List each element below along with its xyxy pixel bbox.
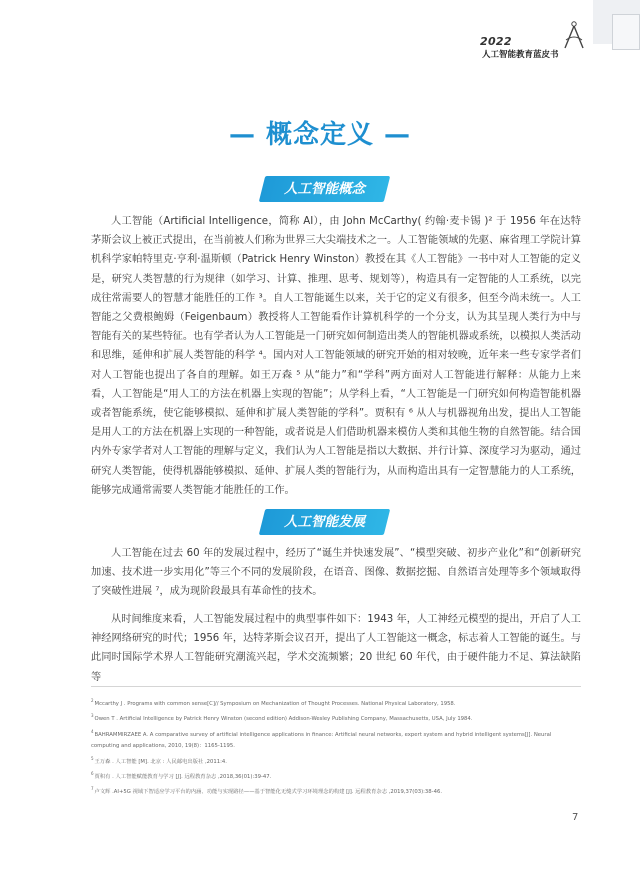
page-title: — 概念定义 — (228, 120, 412, 150)
header-decor-frame (612, 14, 640, 50)
section-heading-concept (262, 176, 387, 202)
header-title: 人工智能教育蓝皮书 (482, 50, 559, 60)
section-heading-label: 人工智能发展 (284, 514, 365, 530)
compass-logo-icon (560, 20, 588, 50)
footnote: $^5$王万森 . 人工智能 [M]. 北京 : 人民邮电出版社 ,2011:4. (91, 755, 227, 765)
footnote: $^2$Mccarthy J . Programs with common sense[C]// Symposium on Mechanization of Thought Processes. National Physical Laboratory, 1958. (91, 698, 456, 707)
header-year: 2022 (480, 35, 512, 48)
footnote: $^4$BAHRAMMIRZAEE A. A comparative survey of artificial intelligence applications in finance: Artificial neural networks, expert system and hybrid intelligent systems[J]. Neural computing and applications, 2010, 19(8)：1165-1195. (91, 728, 552, 750)
footnote: $^6$贾积有 . 人工智能赋能教育与学习 [J]. 远程教育杂志 ,2018,36(01):39-47. (91, 771, 272, 780)
section-heading-label: 人工智能概念 (284, 181, 365, 197)
footnote: $^7$卢文辉 .AI+5G 视域下智适应学习平台的内涵、功能与实现路径——基于智能化无缝式学习环境理念的构建 [J]. 远程教育杂志 ,2019,37(03):38-46. (91, 786, 442, 796)
section-heading-development (262, 509, 387, 535)
paragraph-concept: 人工智能（Artificial Intelligence，简称 AI），由 John McCarthy( 约翰·麦卡锡 )² 于 1956 年在达特茅斯会议上被正式提出，在当前被人们称为世界三大尖端技术之一。人工智能领域的先驱、麻省理工学院计算机科学家帕特里克·亨利·温斯顿（Patrick Henry Winston）教授在其《人工智能》一书中对人工智能的定义是，研究人类智慧的行为规律（如学习、计算、推理、思考、规划等），构造具有一定智能的人工系统，以完成往常需要人的智慧才能胜任的工作 ³。自人工智能诞生以来，关于它的定义有很多，但至今尚未统一。人工智能之父费根鲍姆（Feigenbaum）教授将人工智能看作计算机科学的一个分支，认为其呈现人类行为中与智能有关的某些特征。也有学者认为人工智能是一门研究如何制造出类人的智能机器或系统，以模拟人类活动和思维，延伸和扩展人类智能的科学 ⁴。国内对人工智能领域的研究开始的相对较晚，近年来一些专家学者们对人工智能也提出了各自的理解。如王万森 ⁵ 从“能力”和“学科”两方面对人工智能进行解释：从能力上来看，人工智能是“用人工的方法在机器上实现的智能”；从学科上看，“人工智能是一门研究如何构造智能机器或者智能系统，使它能够模拟、延伸和扩展人类智能的学科”。贾积有 ⁶ 从人与机器视角出发，提出人工智能是用人工的方法在机器上实现的一种智能，或者说是人们借助机器来模仿人类和其他生物的自然智能。结合国内外专家学者对人工智能的理解与定义，我们认为人工智能是指以大数据、并行计算、深度学习为驱动，通过研究人类智能，使得机器能够模拟、延伸、扩展人类的智能行为，从而构造出具有一定智慧能力的人工系统，能够完成通常需要人类智能才能胜任的工作。 (91, 216, 581, 496)
paragraph-development-2: 从时间维度来看，人工智能发展过程中的典型事件如下：1943 年，人工神经元模型的提出，开启了人工神经网络研究的时代；1956 年，达特茅斯会议召开，提出了人工智能这一概念，标志着人工智能的诞生。与此同时国际学术界人工智能研究潮流兴起，学术交流频繁；20 世纪 60 年代，由于硬件能力不足、算法缺陷等 (91, 614, 581, 683)
footnote-divider (91, 686, 581, 687)
footnotes (91, 695, 581, 799)
page-number: 7 (572, 812, 579, 823)
footnote: $^3$Owen T . Artificial Intelligence by Patrick Henry Winston (second edition) Addison-Wesley Publishing Company, Massachusetts, USA, July 1984. (91, 713, 473, 723)
paragraph-development-1: 人工智能在过去 60 年的发展过程中，经历了“诞生并快速发展”、“模型突破、初步产业化”和“创新研究加速、技术进一步实用化”等三个不同的发展阶段，在语音、图像、数据挖掘、自然语言处理等多个领域取得了突破性进展 ⁷，成为现阶段最具有革命性的技术。 (91, 548, 581, 598)
